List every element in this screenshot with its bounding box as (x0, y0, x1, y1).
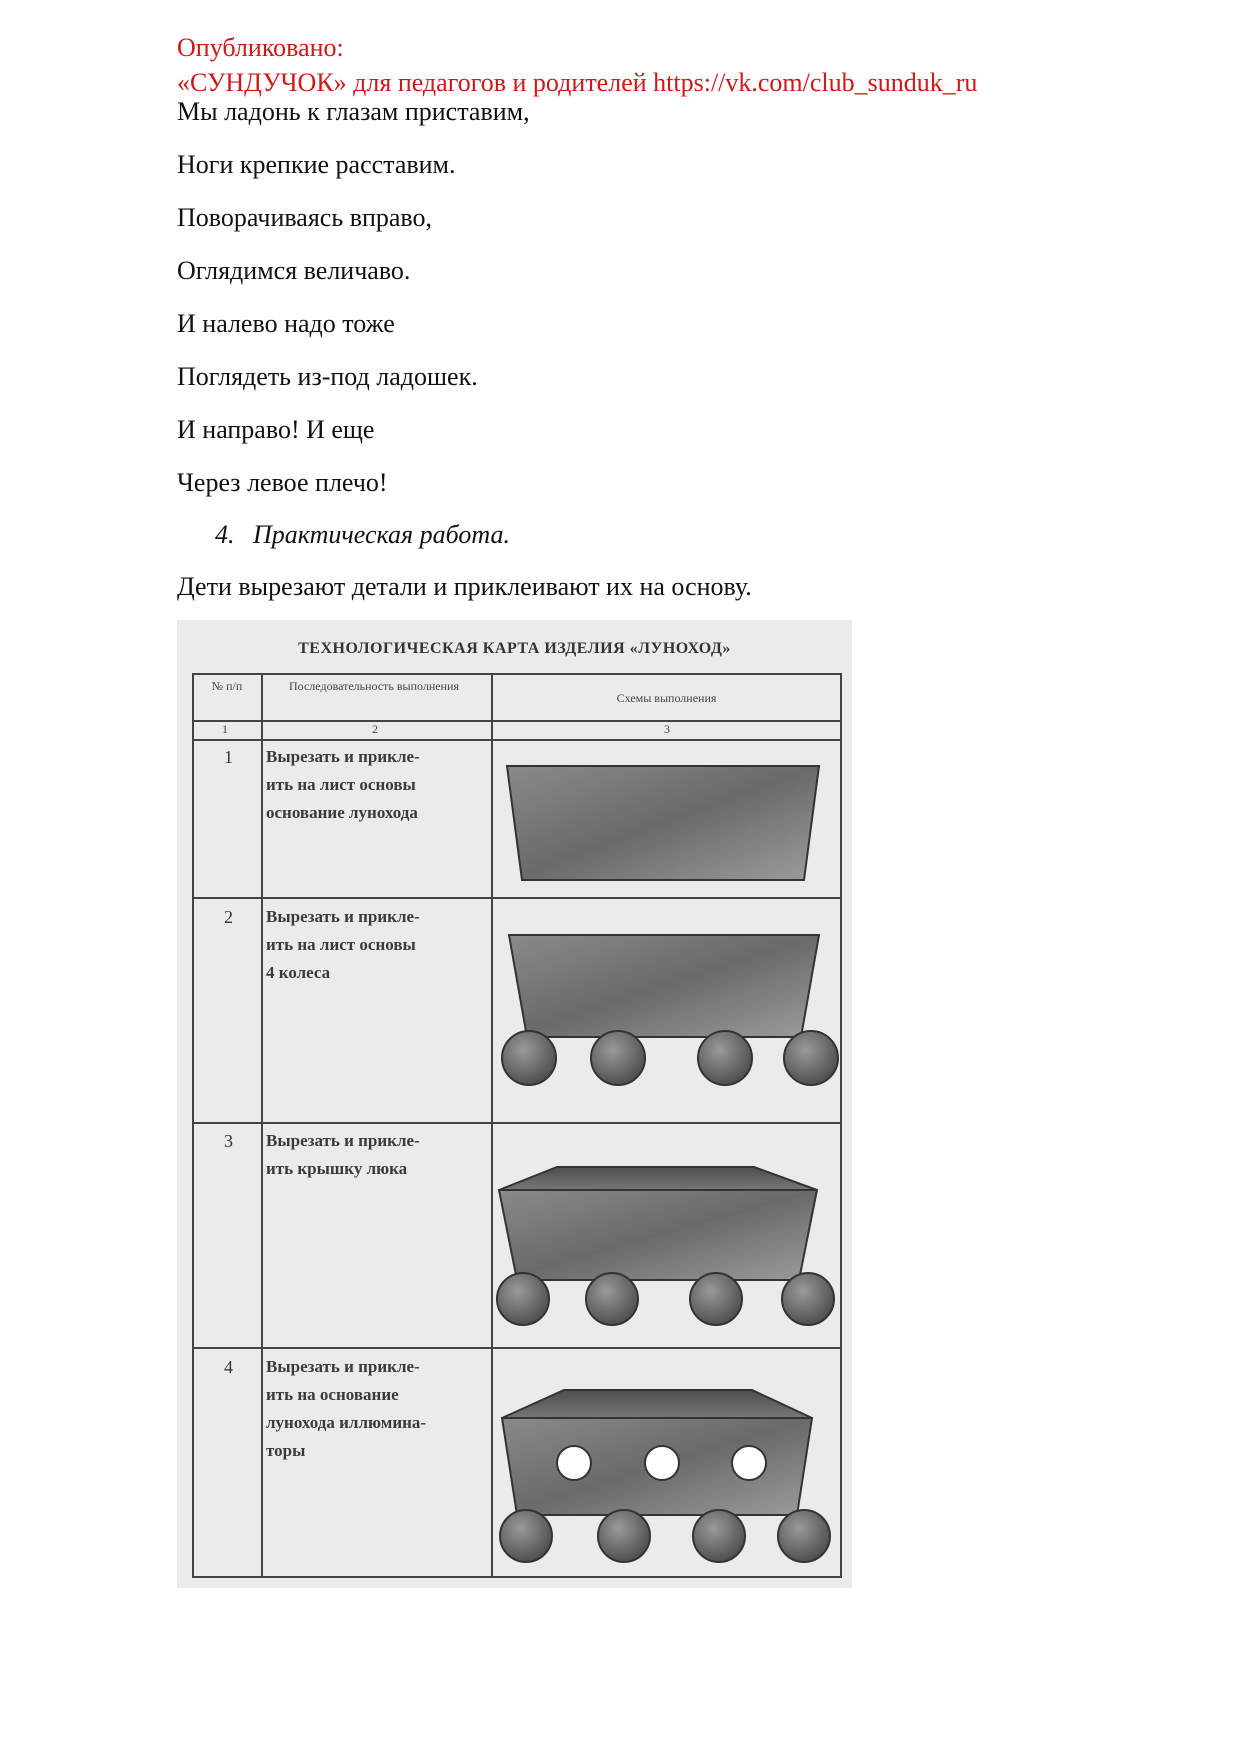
poem-line: Поворачиваясь вправо, (177, 203, 433, 232)
tech-card-title: ТЕХНОЛОГИЧЕСКАЯ КАРТА ИЗДЕЛИЯ «ЛУНОХОД» (298, 640, 731, 657)
intro-paragraph: Дети вырезают детали и приклеивают их на основу. (177, 572, 752, 601)
wheel-step2 (502, 1031, 556, 1085)
header-schemes: Схемы выполнения (616, 691, 717, 705)
wheel-step4 (598, 1510, 650, 1562)
tech-card-table (192, 673, 842, 1578)
instruction-line: основание лунохода (266, 803, 418, 822)
column-number: 2 (372, 722, 378, 736)
wheel-step2 (698, 1031, 752, 1085)
section-title: Практическая работа. (253, 520, 510, 549)
instruction-line: Вырезать и прикле- (266, 907, 420, 926)
poem-line: Поглядеть из-под ладошек. (177, 362, 478, 391)
porthole (732, 1446, 766, 1480)
lunokhod-base-step3 (499, 1190, 817, 1280)
wheel-step3 (690, 1273, 742, 1325)
wheel-step4 (778, 1510, 830, 1562)
poem-line: Через левое плечо! (177, 468, 388, 497)
instruction-line: ить на лист основы (266, 935, 416, 954)
instruction-line: ить на основание (266, 1385, 399, 1404)
wheel-step3 (586, 1273, 638, 1325)
poem (177, 97, 530, 521)
instruction-line: ить на лист основы (266, 775, 416, 794)
instruction-line: лунохода иллюмина- (266, 1413, 427, 1432)
wheel-step3 (782, 1273, 834, 1325)
instruction-line: 4 колеса (266, 963, 331, 982)
porthole (645, 1446, 679, 1480)
publication-header (177, 30, 977, 100)
row-number: 4 (224, 1357, 233, 1377)
lunokhod-diagrams (194, 675, 844, 1580)
hatch-lid-step3 (499, 1167, 817, 1190)
poem-line: Оглядимся величаво. (177, 256, 411, 285)
section-heading (215, 520, 510, 550)
poem-line: Мы ладонь к глазам приставим, (177, 97, 530, 126)
header-source-link[interactable]: «СУНДУЧОК» для педагогов и родителей https://vk.com/club_sunduk_ru (177, 68, 978, 97)
poem-line: И налево надо тоже (177, 309, 395, 338)
poem-line: Ноги крепкие расставим. (177, 150, 456, 179)
section-number: 4. (215, 520, 235, 549)
row-number: 1 (224, 747, 233, 767)
row-number: 3 (224, 1131, 233, 1151)
column-number: 3 (664, 722, 670, 736)
header-number: № п/п (211, 679, 243, 693)
instruction-line: торы (266, 1441, 306, 1460)
hatch-lid-step4 (502, 1390, 812, 1418)
wheel-step2 (591, 1031, 645, 1085)
wheel-step4 (500, 1510, 552, 1562)
instruction-line: ить крышку люка (266, 1159, 408, 1178)
column-number: 1 (222, 722, 228, 736)
instruction-line: Вырезать и прикле- (266, 747, 420, 766)
wheel-step2 (784, 1031, 838, 1085)
instruction-line: Вырезать и прикле- (266, 1131, 420, 1150)
tech-card-image (177, 620, 852, 1588)
wheel-step4 (693, 1510, 745, 1562)
porthole (557, 1446, 591, 1480)
instruction-line: Вырезать и прикле- (266, 1357, 420, 1376)
lunokhod-base-step1 (507, 766, 819, 880)
header-sequence: Последовательность выполнения (289, 679, 459, 693)
header-published: Опубликовано: (177, 33, 344, 62)
lunokhod-base-step2 (509, 935, 819, 1037)
row-number: 2 (224, 907, 233, 927)
poem-line: И направо! И еще (177, 415, 375, 444)
wheel-step3 (497, 1273, 549, 1325)
